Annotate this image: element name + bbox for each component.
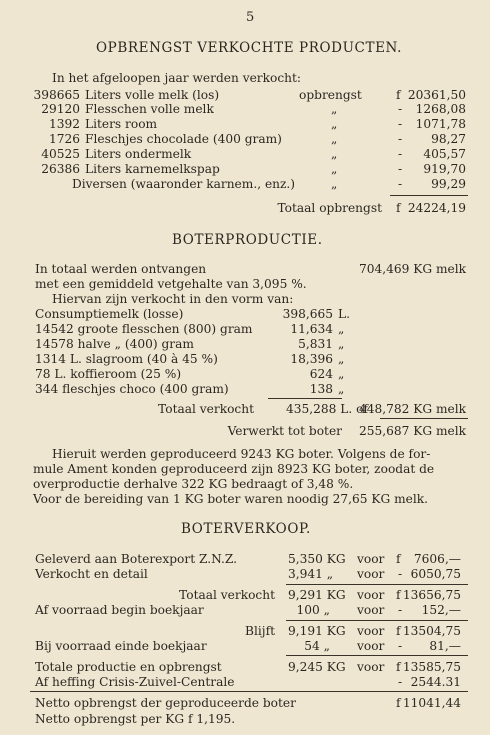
voor-cell: voor <box>357 624 385 638</box>
amount-cell: 98,27 <box>431 132 466 146</box>
value-cell: 624 <box>309 367 333 381</box>
desc-cell: 344 fleschjes choco (400 gram) <box>35 382 229 396</box>
kg-cell: 3,941 „ <box>288 567 334 581</box>
amount-cell: 919,70 <box>423 162 466 176</box>
ditto-mark: „ <box>331 132 338 146</box>
total-sold-value: 435,288 L. of <box>286 402 368 416</box>
verwerkt-value: 255,687 KG melk <box>358 424 466 438</box>
qty-cell: 1726 <box>48 132 80 146</box>
desc-cell: 1314 L. slagroom (40 à 45 %) <box>35 352 218 366</box>
voor-cell: voor <box>357 552 385 566</box>
desc-cell: 78 L. koffieroom (25 %) <box>35 367 182 381</box>
voor-cell: voor <box>357 588 385 602</box>
subtotal-rule <box>286 620 468 621</box>
qty-cell: 29120 <box>41 102 80 116</box>
netto-label: Netto opbrengst der geproduceerde boter <box>35 696 296 710</box>
subtotal-rule <box>30 691 468 692</box>
amount-cell: 13585,75 <box>402 660 461 674</box>
qty-cell: 26386 <box>41 162 80 176</box>
label-cell: Totaal verkocht <box>179 588 275 602</box>
amount-cell: 13656,75 <box>402 588 461 602</box>
ditto-mark: „ <box>331 177 338 191</box>
received-value: 704,469 KG melk <box>358 262 466 276</box>
label-cell: Totale productie en opbrengst <box>35 660 222 674</box>
desc-cell: Liters volle melk (los) <box>85 88 220 102</box>
label-cell: Af heffing Crisis-Zuivel-Centrale <box>35 675 235 689</box>
total-rule <box>380 418 468 419</box>
ditto-mark: „ <box>331 147 338 161</box>
ditto-mark: „ <box>331 162 338 176</box>
desc-cell: Fleschjes chocolade (400 gram) <box>85 132 282 146</box>
currency-cell: f <box>396 588 401 602</box>
desc-cell: 14578 halve „ (400) gram <box>35 337 194 351</box>
netto-amount: 11041,44 <box>402 696 461 710</box>
desc-cell: Flesschen volle melk <box>85 102 214 116</box>
amount-cell: 1268,08 <box>415 102 466 116</box>
kg-cell: 9,291 KG <box>288 588 346 602</box>
amount-cell: 405,57 <box>423 147 466 161</box>
currency-cell: - <box>398 567 403 581</box>
amount-cell: 152,— <box>421 603 461 617</box>
intro-text: In het afgeloopen jaar werden verkocht: <box>52 71 302 85</box>
label-cell: Geleverd aan Boterexport Z.N.Z. <box>35 552 237 566</box>
desc-cell: Consumptiemelk (losse) <box>35 307 184 321</box>
section-title-opbrengst: OPBRENGST VERKOCHTE PRODUCTEN. <box>96 40 402 56</box>
ditto-mark: „ <box>331 102 338 116</box>
subtotal-rule <box>286 655 468 656</box>
unit-cell: „ <box>338 337 345 351</box>
desc-cell: Liters karnemelkspap <box>85 162 220 176</box>
netto-per-kg: Netto opbrengst per KG f 1,195. <box>35 712 236 726</box>
currency-cell: - <box>398 132 403 146</box>
netto-currency: f <box>396 696 401 710</box>
amount-cell: 6050,75 <box>410 567 461 581</box>
currency-cell: f <box>396 552 401 566</box>
value-cell: 11,634 <box>290 322 333 336</box>
unit-cell: „ <box>338 382 345 396</box>
total-sold-melk: 448,782 KG melk <box>358 402 466 416</box>
paragraph-line: Hieruit werden geproduceerd 9243 KG boter. Volgens de for- <box>52 447 431 461</box>
page-number: 5 <box>246 10 255 25</box>
section-title-boterverkoop: BOTERVERKOOP. <box>181 521 311 537</box>
kg-cell: 9,245 KG <box>288 660 346 674</box>
amount-cell: 20361,50 <box>407 88 466 102</box>
amount-cell: 2544.31 <box>410 675 461 689</box>
total-currency: f <box>396 201 401 215</box>
paragraph-line: overproductie derhalve 322 KG bedraagt of 3,48 %. <box>33 477 354 491</box>
unit-cell: „ <box>338 352 345 366</box>
qty-cell: 40525 <box>41 147 80 161</box>
total-label: Totaal opbrengst <box>277 201 382 215</box>
paragraph-line: Voor de bereiding van 1 KG boter waren noodig 27,65 KG melk. <box>33 492 429 506</box>
label-cell: Verkocht en detail <box>35 567 148 581</box>
currency-cell: - <box>398 177 403 191</box>
desc-cell: Liters room <box>85 117 158 131</box>
value-cell: 18,396 <box>290 352 333 366</box>
desc-cell: Diversen (waaronder karnem., enz.) <box>72 177 296 191</box>
qty-cell: 1392 <box>48 117 80 131</box>
received-text: In totaal werden ontvangen <box>35 262 207 276</box>
voor-cell: voor <box>357 603 385 617</box>
currency-cell: - <box>398 162 403 176</box>
currency-cell: - <box>398 639 403 653</box>
unit-cell: „ <box>338 322 345 336</box>
qty-cell: 398665 <box>33 88 80 102</box>
label-cell: Bij voorraad einde boekjaar <box>35 639 207 653</box>
currency-cell: f <box>396 88 401 102</box>
desc-cell: 14542 groote flesschen (800) gram <box>35 322 253 336</box>
amount-cell: 99,29 <box>431 177 466 191</box>
amount-cell: 7606,— <box>413 552 461 566</box>
total-rule <box>390 195 468 196</box>
section-title-boterproductie: BOTERPRODUCTIE. <box>172 232 323 248</box>
amount-cell: 81,— <box>429 639 461 653</box>
currency-cell: - <box>398 147 403 161</box>
sold-intro-text: Hiervan zijn verkocht in den vorm van: <box>52 292 294 306</box>
currency-cell: - <box>398 675 403 689</box>
unit-cell: L. <box>338 307 350 321</box>
subtotal-rule <box>286 584 468 585</box>
value-cell: 138 <box>309 382 333 396</box>
total-amount: 24224,19 <box>407 201 466 215</box>
total-rule <box>268 398 342 399</box>
desc-cell: Liters ondermelk <box>85 147 192 161</box>
value-cell: 398,665 <box>282 307 333 321</box>
label-cell: Af voorraad begin boekjaar <box>35 603 204 617</box>
ditto-mark: „ <box>331 117 338 131</box>
value-cell: 5,831 <box>298 337 333 351</box>
kg-cell: 9,191 KG <box>288 624 346 638</box>
verwerkt-label: Verwerkt tot boter <box>227 424 342 438</box>
label-cell: Blijft <box>245 624 275 638</box>
column-label-opbrengst: opbrengst <box>299 88 362 102</box>
currency-cell: f <box>396 624 401 638</box>
voor-cell: voor <box>357 567 385 581</box>
voor-cell: voor <box>357 660 385 674</box>
currency-cell: - <box>398 117 403 131</box>
voor-cell: voor <box>357 639 385 653</box>
currency-cell: - <box>398 603 403 617</box>
amount-cell: 13504,75 <box>402 624 461 638</box>
paragraph-line: mule Ament konden geproduceerd zijn 8923 KG boter, zoodat de <box>33 462 435 476</box>
fat-content-text: met een gemiddeld vetgehalte van 3,095 %. <box>35 277 307 291</box>
kg-cell: 54 „ <box>304 639 330 653</box>
amount-cell: 1071,78 <box>415 117 466 131</box>
currency-cell: f <box>396 660 401 674</box>
currency-cell: - <box>398 102 403 116</box>
unit-cell: „ <box>338 367 345 381</box>
total-sold-label: Totaal verkocht <box>158 402 254 416</box>
kg-cell: 100 „ <box>296 603 330 617</box>
kg-cell: 5,350 KG <box>288 552 346 566</box>
